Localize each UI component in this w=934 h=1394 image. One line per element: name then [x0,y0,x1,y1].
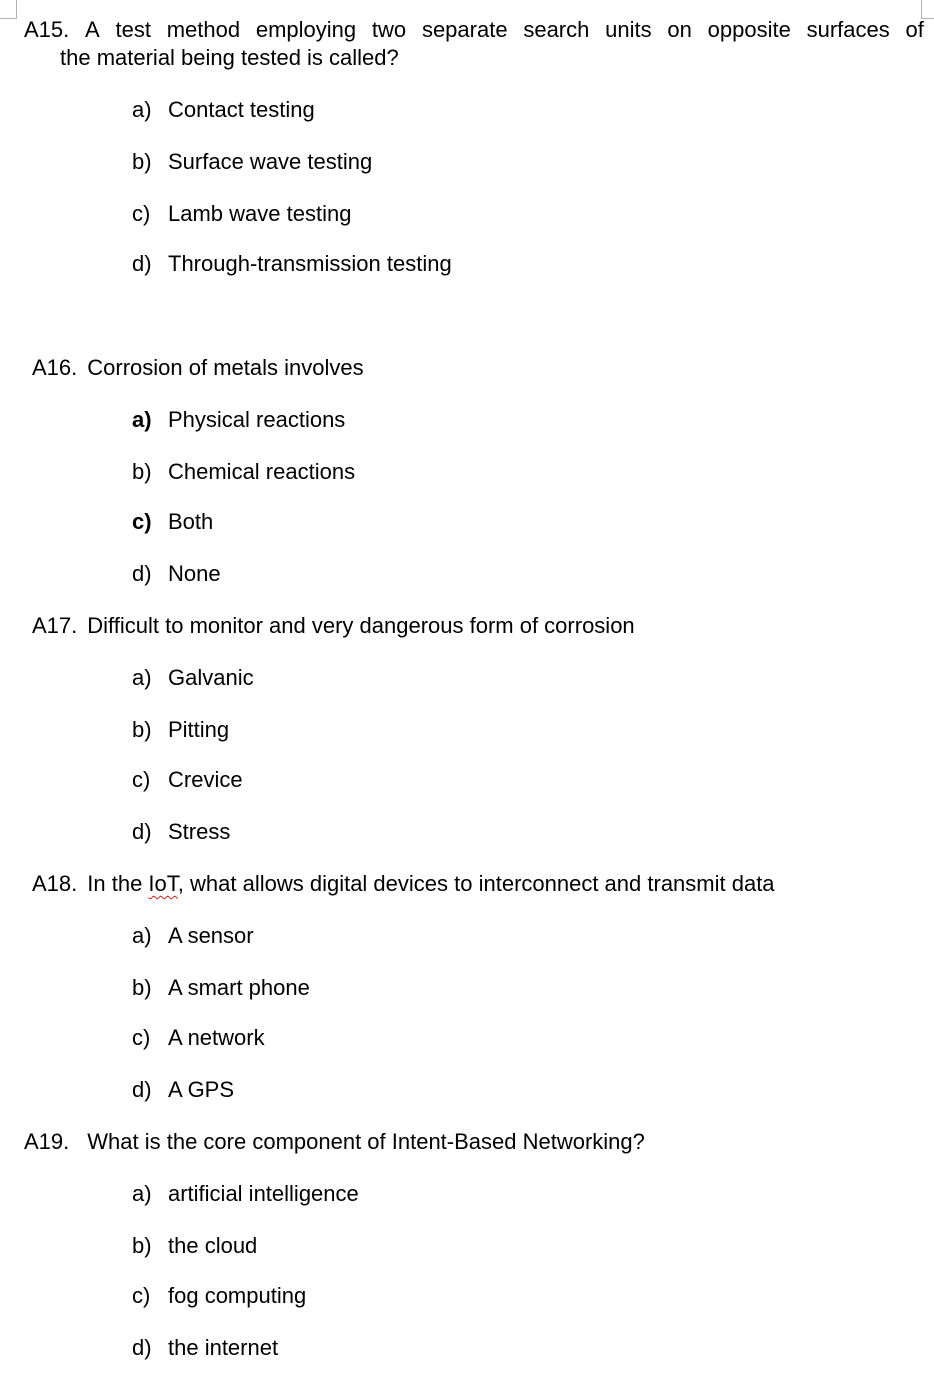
option-letter: d) [132,819,152,844]
option-letter: d) [132,561,152,586]
option-letter: a) [132,407,152,432]
option-a15-b [132,148,372,176]
question-a15-line-2: the material being tested is called? [60,45,399,70]
option-text: Through-transmission testing [168,251,452,276]
question-word: units [605,17,652,42]
question-text-after: , what allows digital devices to interconnect and transmit data [177,871,775,896]
option-a17-b [132,716,229,744]
question-number: A17. [32,613,78,638]
question-text-before: In the [87,871,149,896]
option-letter: a) [132,923,152,948]
question-word: employing [255,17,357,42]
option-a19-b [132,1232,257,1260]
spellcheck-flagged-word[interactable]: IoT [148,871,178,896]
option-text: A GPS [168,1077,235,1102]
option-a18-b [132,974,310,1002]
option-text: None [168,561,221,586]
option-letter: c) [132,1025,151,1050]
option-text: Pitting [168,717,230,742]
question-word: test [115,17,151,42]
option-a17-d [132,818,230,846]
option-letter: b) [132,717,152,742]
option-letter: a) [132,1181,152,1206]
question-a15-line-1 [24,16,924,44]
question-word: opposite [707,17,791,42]
question-word: two [371,17,407,42]
option-a15-a [132,96,315,124]
option-text: A smart phone [168,975,310,1000]
option-a19-d [132,1334,278,1362]
question-word: on [667,17,692,42]
question-a18 [32,870,775,898]
question-word: A [85,17,100,42]
option-a15-c [132,200,351,228]
option-letter: b) [132,459,152,484]
question-number: A16. [32,355,78,380]
question-number: A15. [24,17,70,42]
option-a16-d [132,560,221,588]
option-letter: b) [132,149,152,174]
option-text: fog computing [168,1283,307,1308]
question-word: search [523,17,590,42]
option-letter: c) [132,509,152,534]
question-word: of [905,17,924,42]
option-text: the internet [168,1335,279,1360]
option-a16-b [132,458,355,486]
option-text: Chemical reactions [168,459,356,484]
option-text: the cloud [168,1233,258,1258]
option-a19-a [132,1180,359,1208]
option-letter: d) [132,251,152,276]
question-word: method [166,17,241,42]
option-text: Crevice [168,767,243,792]
option-text: Physical reactions [168,407,346,432]
question-number: A19. [24,1129,70,1154]
option-a16-c [132,508,213,536]
option-letter: c) [132,767,151,792]
option-letter: c) [132,1283,151,1308]
question-a16 [32,354,364,382]
option-text: Galvanic [168,665,254,690]
option-a18-c [132,1024,265,1052]
option-text: Stress [168,819,231,844]
option-text: Surface wave testing [168,149,373,174]
option-a18-a [132,922,254,950]
page-corner-mark-left [0,0,17,19]
question-text: What is the core component of Intent-Based Networking? [87,1129,645,1154]
option-a18-d [132,1076,234,1104]
option-text: A network [168,1025,265,1050]
option-a19-c [132,1282,306,1310]
option-text: Both [168,509,214,534]
option-letter: b) [132,1233,152,1258]
option-letter: a) [132,97,152,122]
option-a17-c [132,766,243,794]
question-text: Corrosion of metals involves [87,355,364,380]
option-a16-a [132,406,345,434]
option-letter: d) [132,1077,152,1102]
option-letter: b) [132,975,152,1000]
question-word: surfaces [806,17,890,42]
question-a19 [24,1128,645,1156]
option-text: A sensor [168,923,254,948]
option-text: Lamb wave testing [168,201,352,226]
option-letter: c) [132,201,151,226]
question-number: A18. [32,871,78,896]
option-text: Contact testing [168,97,315,122]
question-word: separate [421,17,508,42]
question-a17 [32,612,635,640]
option-text: artificial intelligence [168,1181,359,1206]
option-a17-a [132,664,254,692]
question-text: Difficult to monitor and very dangerous form of corrosion [87,613,635,638]
option-a15-d [132,250,452,278]
option-letter: d) [132,1335,152,1360]
option-letter: a) [132,665,152,690]
